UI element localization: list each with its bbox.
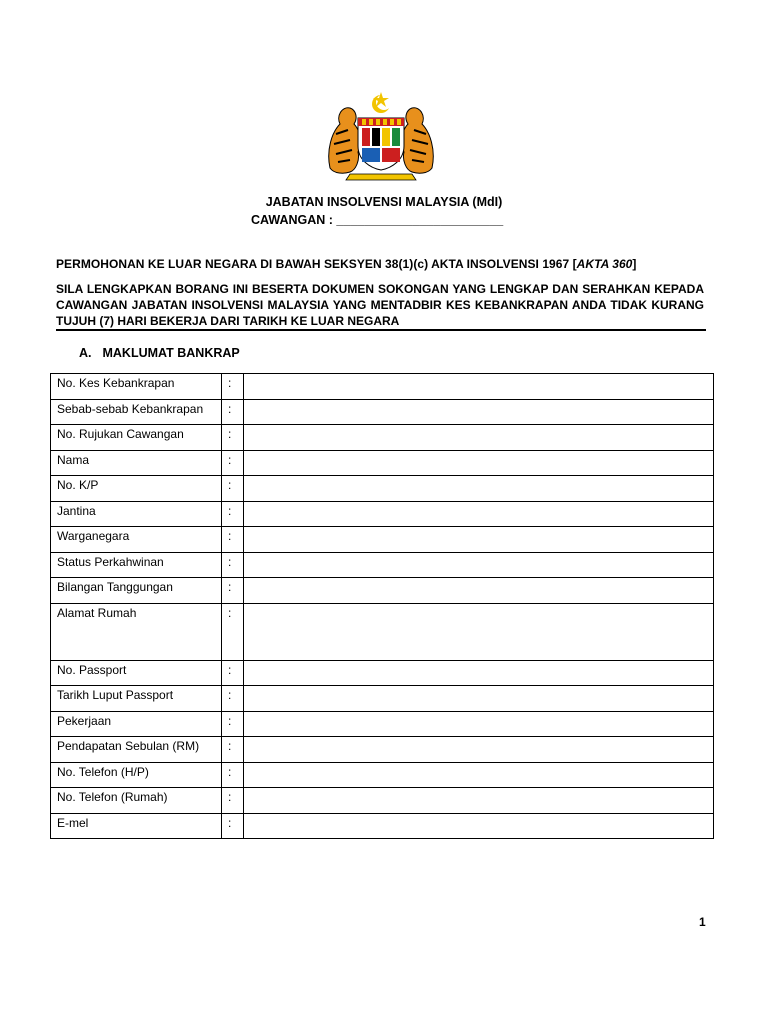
table-row xyxy=(51,603,714,660)
branch-field[interactable]: CAWANGAN : ________________________ xyxy=(251,213,504,227)
table-row xyxy=(51,527,714,553)
instruction-underline xyxy=(56,329,706,331)
table-row xyxy=(51,737,714,763)
field-label: No. Kes Kebankrapan xyxy=(51,374,222,400)
table-row xyxy=(51,476,714,502)
table-row xyxy=(51,374,714,400)
field-label: No. Telefon (H/P) xyxy=(51,762,222,788)
field-label: Nama xyxy=(51,450,222,476)
form-title-act: AKTA 360 xyxy=(576,257,633,271)
form-title xyxy=(56,257,636,271)
field-value-input[interactable] xyxy=(244,425,714,451)
field-separator: : xyxy=(222,813,244,839)
field-separator: : xyxy=(222,501,244,527)
field-label: E-mel xyxy=(51,813,222,839)
field-label: No. Passport xyxy=(51,660,222,686)
field-separator: : xyxy=(222,425,244,451)
agency-name: JABATAN INSOLVENSI MALAYSIA (MdI) xyxy=(265,195,503,209)
field-label: No. K/P xyxy=(51,476,222,502)
table-row xyxy=(51,660,714,686)
field-label: Status Perkahwinan xyxy=(51,552,222,578)
field-value-input[interactable] xyxy=(244,788,714,814)
table-row xyxy=(51,578,714,604)
field-value-input[interactable] xyxy=(244,686,714,712)
field-separator: : xyxy=(222,603,244,660)
field-label: Bilangan Tanggungan xyxy=(51,578,222,604)
field-value-input[interactable] xyxy=(244,476,714,502)
field-value-input[interactable] xyxy=(244,527,714,553)
field-separator: : xyxy=(222,450,244,476)
field-value-input[interactable] xyxy=(244,399,714,425)
form-title-suffix: ] xyxy=(632,257,637,271)
form-instruction: SILA LENGKAPKAN BORANG INI BESERTA DOKUMEN SOKONGAN YANG LENGKAP DAN SERAHKAN KEPADA CAWANGAN JABATAN INSOLVENSI MALAYSIA YANG MENTADBIR KES KEBANKRAPAN ANDA TIDAK KURANG TUJUH (7) HARI BEKERJA DARI TARIKH KE LUAR NEGARA xyxy=(56,282,704,328)
field-separator: : xyxy=(222,762,244,788)
field-label: Jantina xyxy=(51,501,222,527)
field-label: Tarikh Luput Passport xyxy=(51,686,222,712)
table-row xyxy=(51,425,714,451)
bankrupt-info-table xyxy=(50,373,714,839)
field-label: Pekerjaan xyxy=(51,711,222,737)
table-row xyxy=(51,501,714,527)
field-label: No. Rujukan Cawangan xyxy=(51,425,222,451)
field-value-input[interactable] xyxy=(244,762,714,788)
field-value-input[interactable] xyxy=(244,578,714,604)
field-value-input[interactable] xyxy=(244,374,714,400)
field-separator: : xyxy=(222,476,244,502)
field-separator: : xyxy=(222,711,244,737)
table-row xyxy=(51,686,714,712)
section-number: A. xyxy=(79,346,92,360)
field-value-input[interactable] xyxy=(244,450,714,476)
form-title-prefix: PERMOHONAN KE LUAR NEGARA DI BAWAH SEKSYEN 38(1)(c) AKTA INSOLVENSI 1967 [ xyxy=(56,257,577,271)
malaysia-coat-of-arms-icon xyxy=(322,90,440,182)
field-separator: : xyxy=(222,578,244,604)
field-separator: : xyxy=(222,552,244,578)
field-value-input[interactable] xyxy=(244,737,714,763)
field-value-input[interactable] xyxy=(244,552,714,578)
field-separator: : xyxy=(222,788,244,814)
field-separator: : xyxy=(222,737,244,763)
table-row xyxy=(51,813,714,839)
table-row xyxy=(51,711,714,737)
section-title: MAKLUMAT BANKRAP xyxy=(102,346,240,360)
field-separator: : xyxy=(222,399,244,425)
field-label: No. Telefon (Rumah) xyxy=(51,788,222,814)
table-row xyxy=(51,788,714,814)
field-separator: : xyxy=(222,374,244,400)
field-value-input[interactable] xyxy=(244,660,714,686)
table-row xyxy=(51,450,714,476)
field-value-input[interactable] xyxy=(244,813,714,839)
field-value-input[interactable] xyxy=(244,501,714,527)
field-label: Warganegara xyxy=(51,527,222,553)
page-number: 1 xyxy=(699,915,706,929)
field-separator: : xyxy=(222,660,244,686)
table-row xyxy=(51,399,714,425)
field-separator: : xyxy=(222,686,244,712)
table-row xyxy=(51,762,714,788)
field-separator: : xyxy=(222,527,244,553)
section-a-heading xyxy=(79,346,240,360)
field-value-input[interactable] xyxy=(244,603,714,660)
field-value-input[interactable] xyxy=(244,711,714,737)
field-label: Alamat Rumah xyxy=(51,603,222,660)
table-row xyxy=(51,552,714,578)
field-label: Sebab-sebab Kebankrapan xyxy=(51,399,222,425)
field-label: Pendapatan Sebulan (RM) xyxy=(51,737,222,763)
